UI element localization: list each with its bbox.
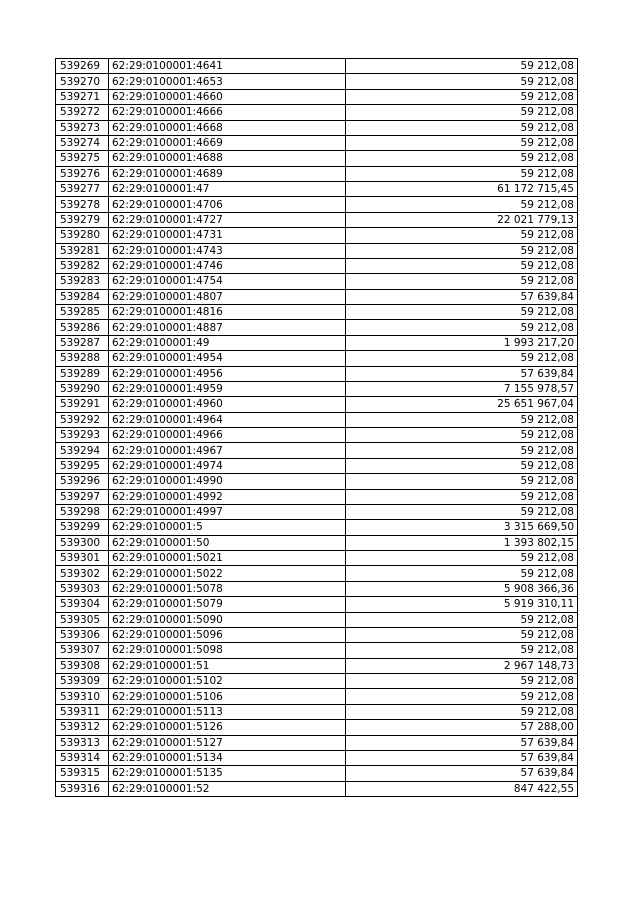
row-number-cell: 539291 bbox=[56, 397, 109, 412]
cadastral-value-cell: 2 967 148,73 bbox=[346, 658, 578, 673]
cadastral-number-cell: 62:29:0100001:5106 bbox=[109, 689, 346, 704]
cadastral-value-table bbox=[55, 58, 578, 797]
table-row bbox=[56, 351, 578, 366]
cadastral-number-cell: 62:29:0100001:4660 bbox=[109, 89, 346, 104]
cadastral-value-cell: 59 212,08 bbox=[346, 689, 578, 704]
row-number-cell: 539297 bbox=[56, 489, 109, 504]
row-number-cell: 539294 bbox=[56, 443, 109, 458]
row-number-cell: 539270 bbox=[56, 74, 109, 89]
table-row bbox=[56, 366, 578, 381]
cadastral-number-cell: 62:29:0100001:5 bbox=[109, 520, 346, 535]
cadastral-value-cell: 61 172 715,45 bbox=[346, 182, 578, 197]
cadastral-value-cell: 7 155 978,57 bbox=[346, 381, 578, 396]
table-row bbox=[56, 120, 578, 135]
table-row bbox=[56, 135, 578, 150]
cadastral-number-cell: 62:29:0100001:4816 bbox=[109, 305, 346, 320]
cadastral-number-cell: 62:29:0100001:4731 bbox=[109, 228, 346, 243]
table-row bbox=[56, 197, 578, 212]
cadastral-number-cell: 62:29:0100001:5021 bbox=[109, 551, 346, 566]
table-row bbox=[56, 566, 578, 581]
cadastral-number-cell: 62:29:0100001:5079 bbox=[109, 597, 346, 612]
cadastral-value-cell: 59 212,08 bbox=[346, 243, 578, 258]
cadastral-number-cell: 62:29:0100001:5090 bbox=[109, 612, 346, 627]
cadastral-value-cell: 59 212,08 bbox=[346, 228, 578, 243]
cadastral-number-cell: 62:29:0100001:4689 bbox=[109, 166, 346, 181]
table-row bbox=[56, 704, 578, 719]
cadastral-number-cell: 62:29:0100001:4807 bbox=[109, 289, 346, 304]
cadastral-number-cell: 62:29:0100001:4653 bbox=[109, 74, 346, 89]
cadastral-number-cell: 62:29:0100001:5127 bbox=[109, 735, 346, 750]
table-row bbox=[56, 151, 578, 166]
cadastral-value-cell: 59 212,08 bbox=[346, 105, 578, 120]
row-number-cell: 539301 bbox=[56, 551, 109, 566]
table-row bbox=[56, 689, 578, 704]
cadastral-number-cell: 62:29:0100001:5135 bbox=[109, 766, 346, 781]
row-number-cell: 539310 bbox=[56, 689, 109, 704]
cadastral-number-cell: 62:29:0100001:49 bbox=[109, 335, 346, 350]
cadastral-value-cell: 57 639,84 bbox=[346, 735, 578, 750]
table-row bbox=[56, 335, 578, 350]
row-number-cell: 539303 bbox=[56, 581, 109, 596]
cadastral-value-cell: 59 212,08 bbox=[346, 674, 578, 689]
row-number-cell: 539278 bbox=[56, 197, 109, 212]
row-number-cell: 539292 bbox=[56, 412, 109, 427]
table-row bbox=[56, 674, 578, 689]
row-number-cell: 539313 bbox=[56, 735, 109, 750]
cadastral-number-cell: 62:29:0100001:5134 bbox=[109, 750, 346, 765]
row-number-cell: 539288 bbox=[56, 351, 109, 366]
row-number-cell: 539316 bbox=[56, 781, 109, 796]
cadastral-value-cell: 1 393 802,15 bbox=[346, 535, 578, 550]
cadastral-number-cell: 62:29:0100001:4997 bbox=[109, 504, 346, 519]
row-number-cell: 539314 bbox=[56, 750, 109, 765]
table-row bbox=[56, 766, 578, 781]
row-number-cell: 539273 bbox=[56, 120, 109, 135]
table-row bbox=[56, 105, 578, 120]
table-row bbox=[56, 397, 578, 412]
cadastral-value-cell: 59 212,08 bbox=[346, 351, 578, 366]
cadastral-number-cell: 62:29:0100001:4964 bbox=[109, 412, 346, 427]
row-number-cell: 539272 bbox=[56, 105, 109, 120]
cadastral-value-cell: 1 993 217,20 bbox=[346, 335, 578, 350]
cadastral-number-cell: 62:29:0100001:4956 bbox=[109, 366, 346, 381]
table-body bbox=[56, 59, 578, 797]
cadastral-number-cell: 62:29:0100001:4974 bbox=[109, 458, 346, 473]
row-number-cell: 539269 bbox=[56, 59, 109, 74]
cadastral-value-cell: 25 651 967,04 bbox=[346, 397, 578, 412]
cadastral-number-cell: 62:29:0100001:4669 bbox=[109, 135, 346, 150]
cadastral-value-cell: 59 212,08 bbox=[346, 197, 578, 212]
cadastral-value-cell: 59 212,08 bbox=[346, 320, 578, 335]
row-number-cell: 539307 bbox=[56, 643, 109, 658]
table-row bbox=[56, 658, 578, 673]
cadastral-number-cell: 62:29:0100001:4688 bbox=[109, 151, 346, 166]
row-number-cell: 539275 bbox=[56, 151, 109, 166]
cadastral-value-cell: 59 212,08 bbox=[346, 612, 578, 627]
table-row bbox=[56, 89, 578, 104]
row-number-cell: 539302 bbox=[56, 566, 109, 581]
cadastral-value-cell: 59 212,08 bbox=[346, 551, 578, 566]
cadastral-value-cell: 59 212,08 bbox=[346, 474, 578, 489]
cadastral-value-cell: 5 908 366,36 bbox=[346, 581, 578, 596]
cadastral-number-cell: 62:29:0100001:52 bbox=[109, 781, 346, 796]
row-number-cell: 539304 bbox=[56, 597, 109, 612]
row-number-cell: 539300 bbox=[56, 535, 109, 550]
row-number-cell: 539289 bbox=[56, 366, 109, 381]
cadastral-value-cell: 59 212,08 bbox=[346, 643, 578, 658]
table-row bbox=[56, 643, 578, 658]
row-number-cell: 539287 bbox=[56, 335, 109, 350]
cadastral-number-cell: 62:29:0100001:4668 bbox=[109, 120, 346, 135]
table-row bbox=[56, 720, 578, 735]
table-row bbox=[56, 458, 578, 473]
cadastral-number-cell: 62:29:0100001:5078 bbox=[109, 581, 346, 596]
table-row bbox=[56, 489, 578, 504]
cadastral-value-cell: 59 212,08 bbox=[346, 258, 578, 273]
row-number-cell: 539281 bbox=[56, 243, 109, 258]
cadastral-value-cell: 59 212,08 bbox=[346, 74, 578, 89]
row-number-cell: 539298 bbox=[56, 504, 109, 519]
row-number-cell: 539290 bbox=[56, 381, 109, 396]
cadastral-number-cell: 62:29:0100001:4992 bbox=[109, 489, 346, 504]
cadastral-value-cell: 57 288,00 bbox=[346, 720, 578, 735]
row-number-cell: 539285 bbox=[56, 305, 109, 320]
cadastral-value-cell: 59 212,08 bbox=[346, 704, 578, 719]
cadastral-number-cell: 62:29:0100001:4959 bbox=[109, 381, 346, 396]
cadastral-value-cell: 59 212,08 bbox=[346, 504, 578, 519]
cadastral-value-cell: 59 212,08 bbox=[346, 120, 578, 135]
row-number-cell: 539286 bbox=[56, 320, 109, 335]
row-number-cell: 539296 bbox=[56, 474, 109, 489]
cadastral-number-cell: 62:29:0100001:4954 bbox=[109, 351, 346, 366]
table-row bbox=[56, 781, 578, 796]
table-row bbox=[56, 535, 578, 550]
table-row bbox=[56, 305, 578, 320]
cadastral-value-cell: 59 212,08 bbox=[346, 428, 578, 443]
cadastral-value-cell: 59 212,08 bbox=[346, 458, 578, 473]
cadastral-value-cell: 22 021 779,13 bbox=[346, 212, 578, 227]
cadastral-number-cell: 62:29:0100001:5022 bbox=[109, 566, 346, 581]
cadastral-number-cell: 62:29:0100001:4746 bbox=[109, 258, 346, 273]
cadastral-number-cell: 62:29:0100001:5102 bbox=[109, 674, 346, 689]
table-row bbox=[56, 627, 578, 642]
cadastral-value-cell: 59 212,08 bbox=[346, 59, 578, 74]
table-row bbox=[56, 243, 578, 258]
cadastral-number-cell: 62:29:0100001:4960 bbox=[109, 397, 346, 412]
cadastral-number-cell: 62:29:0100001:4743 bbox=[109, 243, 346, 258]
row-number-cell: 539279 bbox=[56, 212, 109, 227]
cadastral-value-cell: 59 212,08 bbox=[346, 151, 578, 166]
cadastral-value-cell: 59 212,08 bbox=[346, 89, 578, 104]
cadastral-number-cell: 62:29:0100001:4990 bbox=[109, 474, 346, 489]
table-row bbox=[56, 381, 578, 396]
row-number-cell: 539309 bbox=[56, 674, 109, 689]
row-number-cell: 539276 bbox=[56, 166, 109, 181]
cadastral-number-cell: 62:29:0100001:4754 bbox=[109, 274, 346, 289]
cadastral-value-cell: 59 212,08 bbox=[346, 135, 578, 150]
table-row bbox=[56, 520, 578, 535]
cadastral-value-cell: 59 212,08 bbox=[346, 274, 578, 289]
row-number-cell: 539306 bbox=[56, 627, 109, 642]
table-row bbox=[56, 735, 578, 750]
row-number-cell: 539277 bbox=[56, 182, 109, 197]
row-number-cell: 539282 bbox=[56, 258, 109, 273]
table-row bbox=[56, 59, 578, 74]
row-number-cell: 539312 bbox=[56, 720, 109, 735]
cadastral-value-cell: 3 315 669,50 bbox=[346, 520, 578, 535]
row-number-cell: 539274 bbox=[56, 135, 109, 150]
row-number-cell: 539311 bbox=[56, 704, 109, 719]
cadastral-number-cell: 62:29:0100001:5096 bbox=[109, 627, 346, 642]
cadastral-value-cell: 59 212,08 bbox=[346, 166, 578, 181]
cadastral-number-cell: 62:29:0100001:4666 bbox=[109, 105, 346, 120]
row-number-cell: 539308 bbox=[56, 658, 109, 673]
row-number-cell: 539305 bbox=[56, 612, 109, 627]
row-number-cell: 539271 bbox=[56, 89, 109, 104]
table-row bbox=[56, 474, 578, 489]
row-number-cell: 539299 bbox=[56, 520, 109, 535]
cadastral-value-cell: 57 639,84 bbox=[346, 289, 578, 304]
table-row bbox=[56, 228, 578, 243]
table-row bbox=[56, 551, 578, 566]
cadastral-number-cell: 62:29:0100001:4641 bbox=[109, 59, 346, 74]
cadastral-number-cell: 62:29:0100001:4966 bbox=[109, 428, 346, 443]
table-row bbox=[56, 289, 578, 304]
table-row bbox=[56, 166, 578, 181]
cadastral-value-cell: 847 422,55 bbox=[346, 781, 578, 796]
row-number-cell: 539295 bbox=[56, 458, 109, 473]
cadastral-number-cell: 62:29:0100001:47 bbox=[109, 182, 346, 197]
cadastral-number-cell: 62:29:0100001:5126 bbox=[109, 720, 346, 735]
table-row bbox=[56, 74, 578, 89]
table-row bbox=[56, 504, 578, 519]
cadastral-number-cell: 62:29:0100001:5113 bbox=[109, 704, 346, 719]
row-number-cell: 539283 bbox=[56, 274, 109, 289]
cadastral-number-cell: 62:29:0100001:50 bbox=[109, 535, 346, 550]
cadastral-number-cell: 62:29:0100001:4727 bbox=[109, 212, 346, 227]
table-row bbox=[56, 443, 578, 458]
table-row bbox=[56, 182, 578, 197]
table-row bbox=[56, 258, 578, 273]
table-row bbox=[56, 320, 578, 335]
cadastral-value-cell: 57 639,84 bbox=[346, 750, 578, 765]
cadastral-value-cell: 59 212,08 bbox=[346, 412, 578, 427]
row-number-cell: 539315 bbox=[56, 766, 109, 781]
cadastral-number-cell: 62:29:0100001:4706 bbox=[109, 197, 346, 212]
cadastral-value-cell: 59 212,08 bbox=[346, 305, 578, 320]
cadastral-value-cell: 59 212,08 bbox=[346, 627, 578, 642]
cadastral-number-cell: 62:29:0100001:5098 bbox=[109, 643, 346, 658]
table-row bbox=[56, 274, 578, 289]
cadastral-value-cell: 57 639,84 bbox=[346, 766, 578, 781]
cadastral-value-cell: 59 212,08 bbox=[346, 566, 578, 581]
table-row bbox=[56, 412, 578, 427]
cadastral-value-cell: 59 212,08 bbox=[346, 489, 578, 504]
row-number-cell: 539280 bbox=[56, 228, 109, 243]
table-row bbox=[56, 750, 578, 765]
row-number-cell: 539293 bbox=[56, 428, 109, 443]
cadastral-number-cell: 62:29:0100001:4967 bbox=[109, 443, 346, 458]
table-row bbox=[56, 597, 578, 612]
table-row bbox=[56, 428, 578, 443]
cadastral-number-cell: 62:29:0100001:4887 bbox=[109, 320, 346, 335]
table-row bbox=[56, 581, 578, 596]
cadastral-value-cell: 5 919 310,11 bbox=[346, 597, 578, 612]
cadastral-value-cell: 57 639,84 bbox=[346, 366, 578, 381]
table-row bbox=[56, 212, 578, 227]
cadastral-number-cell: 62:29:0100001:51 bbox=[109, 658, 346, 673]
cadastral-value-cell: 59 212,08 bbox=[346, 443, 578, 458]
row-number-cell: 539284 bbox=[56, 289, 109, 304]
table-row bbox=[56, 612, 578, 627]
